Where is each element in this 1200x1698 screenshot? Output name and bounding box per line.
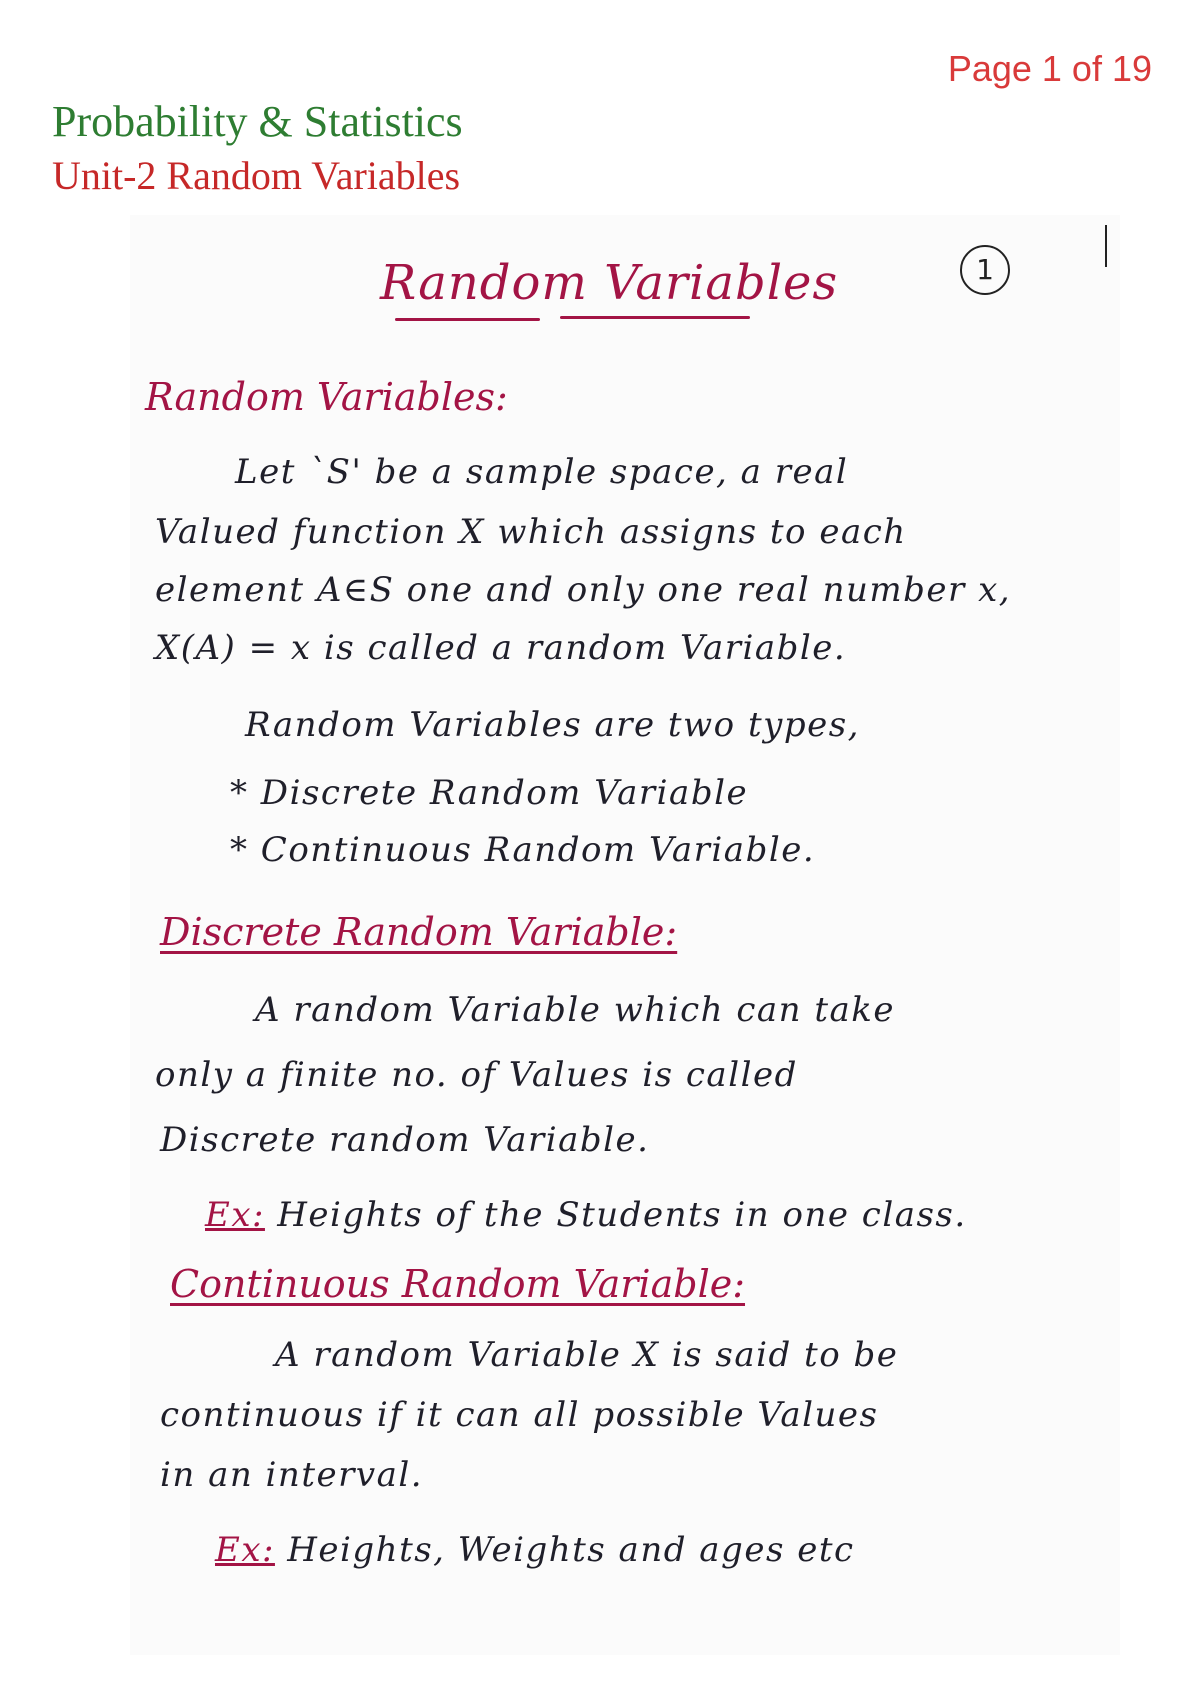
unit-title: Unit-2 Random Variables — [52, 153, 461, 198]
course-title: Probability & Statistics — [52, 97, 463, 146]
title-underline-2 — [560, 316, 750, 319]
continuous-line-1: A random Variable X is said to be — [275, 1335, 899, 1375]
continuous-line-3: in an interval. — [160, 1455, 424, 1495]
types-intro: Random Variables are two types, — [245, 705, 860, 745]
continuous-example-text: Heights, Weights and ages etc — [287, 1530, 855, 1570]
discrete-line-3: Discrete random Variable. — [160, 1120, 650, 1160]
type-item-continuous: * Continuous Random Variable. — [230, 830, 816, 870]
section-heading-discrete: Discrete Random Variable: — [160, 910, 678, 954]
discrete-line-2: only a finite no. of Values is called — [155, 1055, 798, 1095]
section-heading-random-variables: Random Variables: — [145, 375, 508, 419]
definition-line-1: Let `S' be a sample space, a real — [235, 452, 849, 492]
discrete-example — [205, 1195, 967, 1235]
document-header — [0, 0, 1200, 215]
notes-main-title: Random Variables — [380, 255, 839, 311]
continuous-example — [215, 1530, 855, 1570]
page-counter: Page 1 of 19 — [947, 48, 1152, 89]
type-item-discrete: * Discrete Random Variable — [230, 773, 749, 813]
definition-line-2: Valued function X which assigns to each — [155, 512, 907, 552]
continuous-line-2: continuous if it can all possible Values — [160, 1395, 879, 1435]
title-underline-1 — [395, 318, 540, 321]
section-heading-continuous: Continuous Random Variable: — [170, 1262, 746, 1306]
definition-line-3: element A∈S one and only one real number x, — [155, 570, 1012, 610]
discrete-line-1: A random Variable which can take — [255, 990, 896, 1030]
discrete-example-label: Ex: — [205, 1195, 265, 1235]
discrete-example-text: Heights of the Students in one class. — [277, 1195, 967, 1235]
definition-line-4: X(A) = x is called a random Variable. — [155, 628, 847, 668]
margin-mark — [1105, 225, 1107, 267]
page-number-circle: 1 — [960, 245, 1010, 295]
continuous-example-label: Ex: — [215, 1530, 275, 1570]
